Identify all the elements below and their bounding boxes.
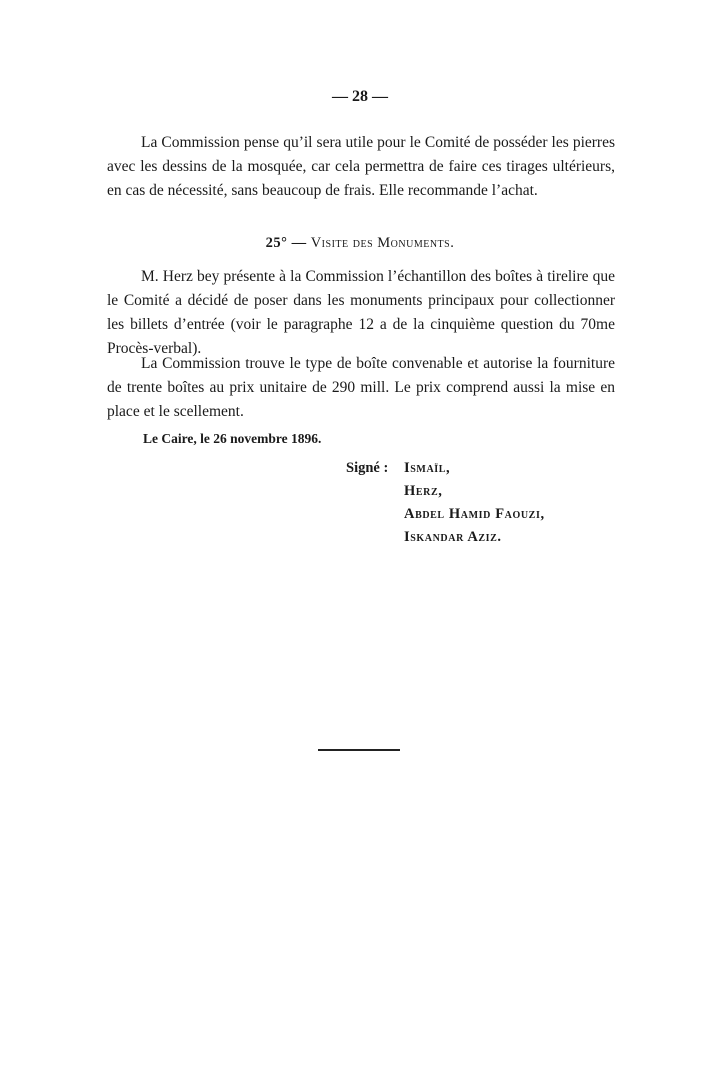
paragraph-text: M. Herz bey présente à la Commission l’échantillon des boîtes à tirelire que le Comité a décidé de poser dans les monuments principaux pour collectionner les billets d’entrée (voir le paragraphe 12 a de la cinquième question du 70me Procès-verbal). bbox=[107, 268, 615, 357]
paragraph-commission-stones bbox=[107, 131, 615, 203]
signatory-name: Iskandar Aziz. bbox=[404, 529, 502, 545]
signatory-name: Ismaïl, bbox=[404, 460, 451, 476]
signature-row bbox=[346, 503, 545, 526]
section-heading bbox=[0, 235, 720, 252]
paragraph-commission-boxes bbox=[107, 352, 615, 424]
dateline: Le Caire, le 26 novembre 1896. bbox=[143, 431, 322, 446]
section-number: 25° — bbox=[265, 235, 307, 251]
paragraph-text: La Commission pense qu’il sera utile pour le Comité de posséder les pierres avec les dessins de la mosquée, car cela permettra de faire ces tirages ultérieurs, en cas de nécessité, sans beaucoup de frais. Elle recommande l’achat. bbox=[107, 134, 615, 199]
signatory-name: Abdel Hamid Faouzi, bbox=[404, 506, 545, 522]
signatory-name: Herz, bbox=[404, 483, 443, 499]
closing-rule bbox=[318, 749, 400, 751]
paragraph-herz-bey bbox=[107, 265, 615, 361]
signature-label: Signé : bbox=[346, 460, 389, 476]
section-title: Visite des Monuments. bbox=[310, 235, 455, 251]
signature-row bbox=[346, 480, 545, 503]
signature-row bbox=[346, 526, 545, 549]
signature-row bbox=[346, 457, 545, 480]
paragraph-text: La Commission trouve le type de boîte convenable et autorise la fourniture de trente boîtes au prix unitaire de 290 mill. Le prix comprend aussi la mise en place et le scellement. bbox=[107, 355, 615, 420]
page-number: — 28 — bbox=[332, 88, 388, 105]
signature-block bbox=[346, 457, 545, 549]
